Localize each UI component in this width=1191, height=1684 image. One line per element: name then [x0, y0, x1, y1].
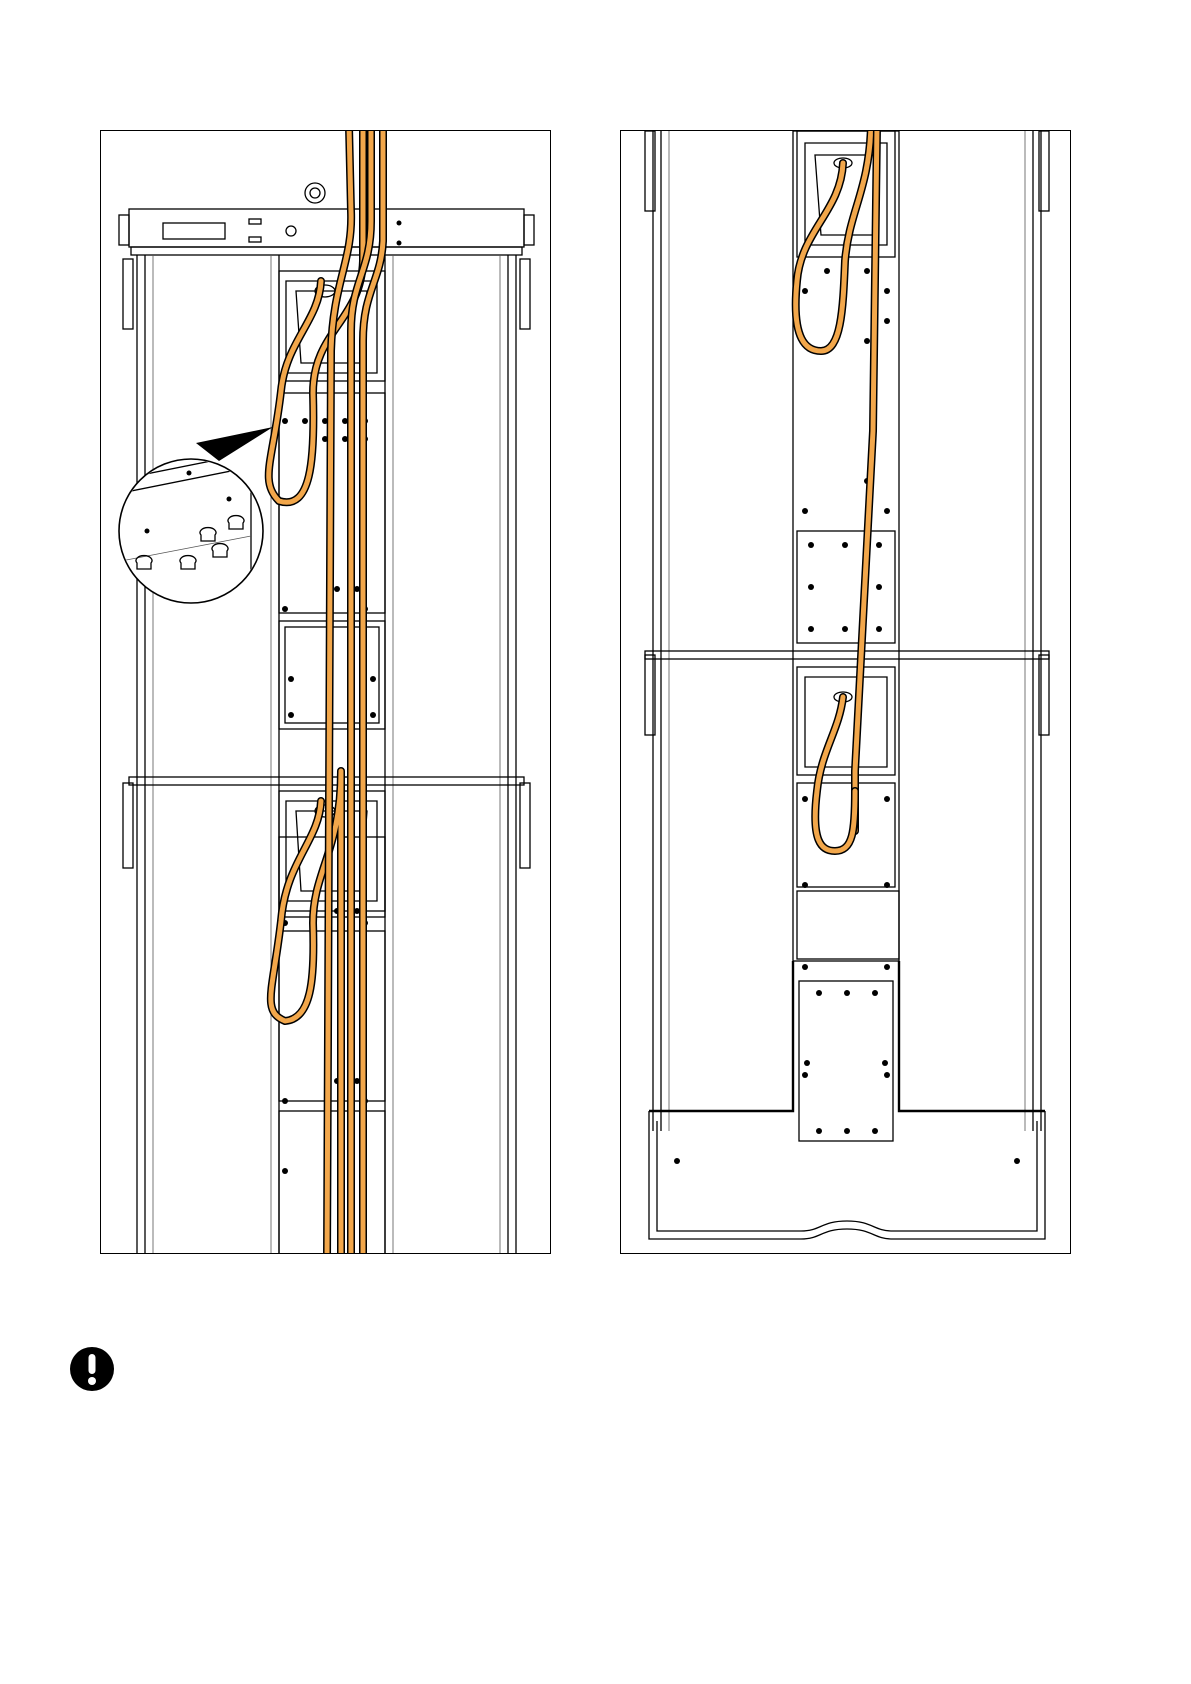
cabinet-front-drawing	[101, 131, 551, 1254]
right-illustration-panel	[620, 130, 1071, 1254]
screws	[674, 268, 1020, 1164]
orange-cables	[796, 131, 877, 851]
detail-callout	[119, 427, 273, 611]
left-illustration-panel	[100, 130, 551, 1254]
exclamation-icon	[69, 1346, 115, 1392]
cabinet-floor-drawing	[621, 131, 1071, 1254]
